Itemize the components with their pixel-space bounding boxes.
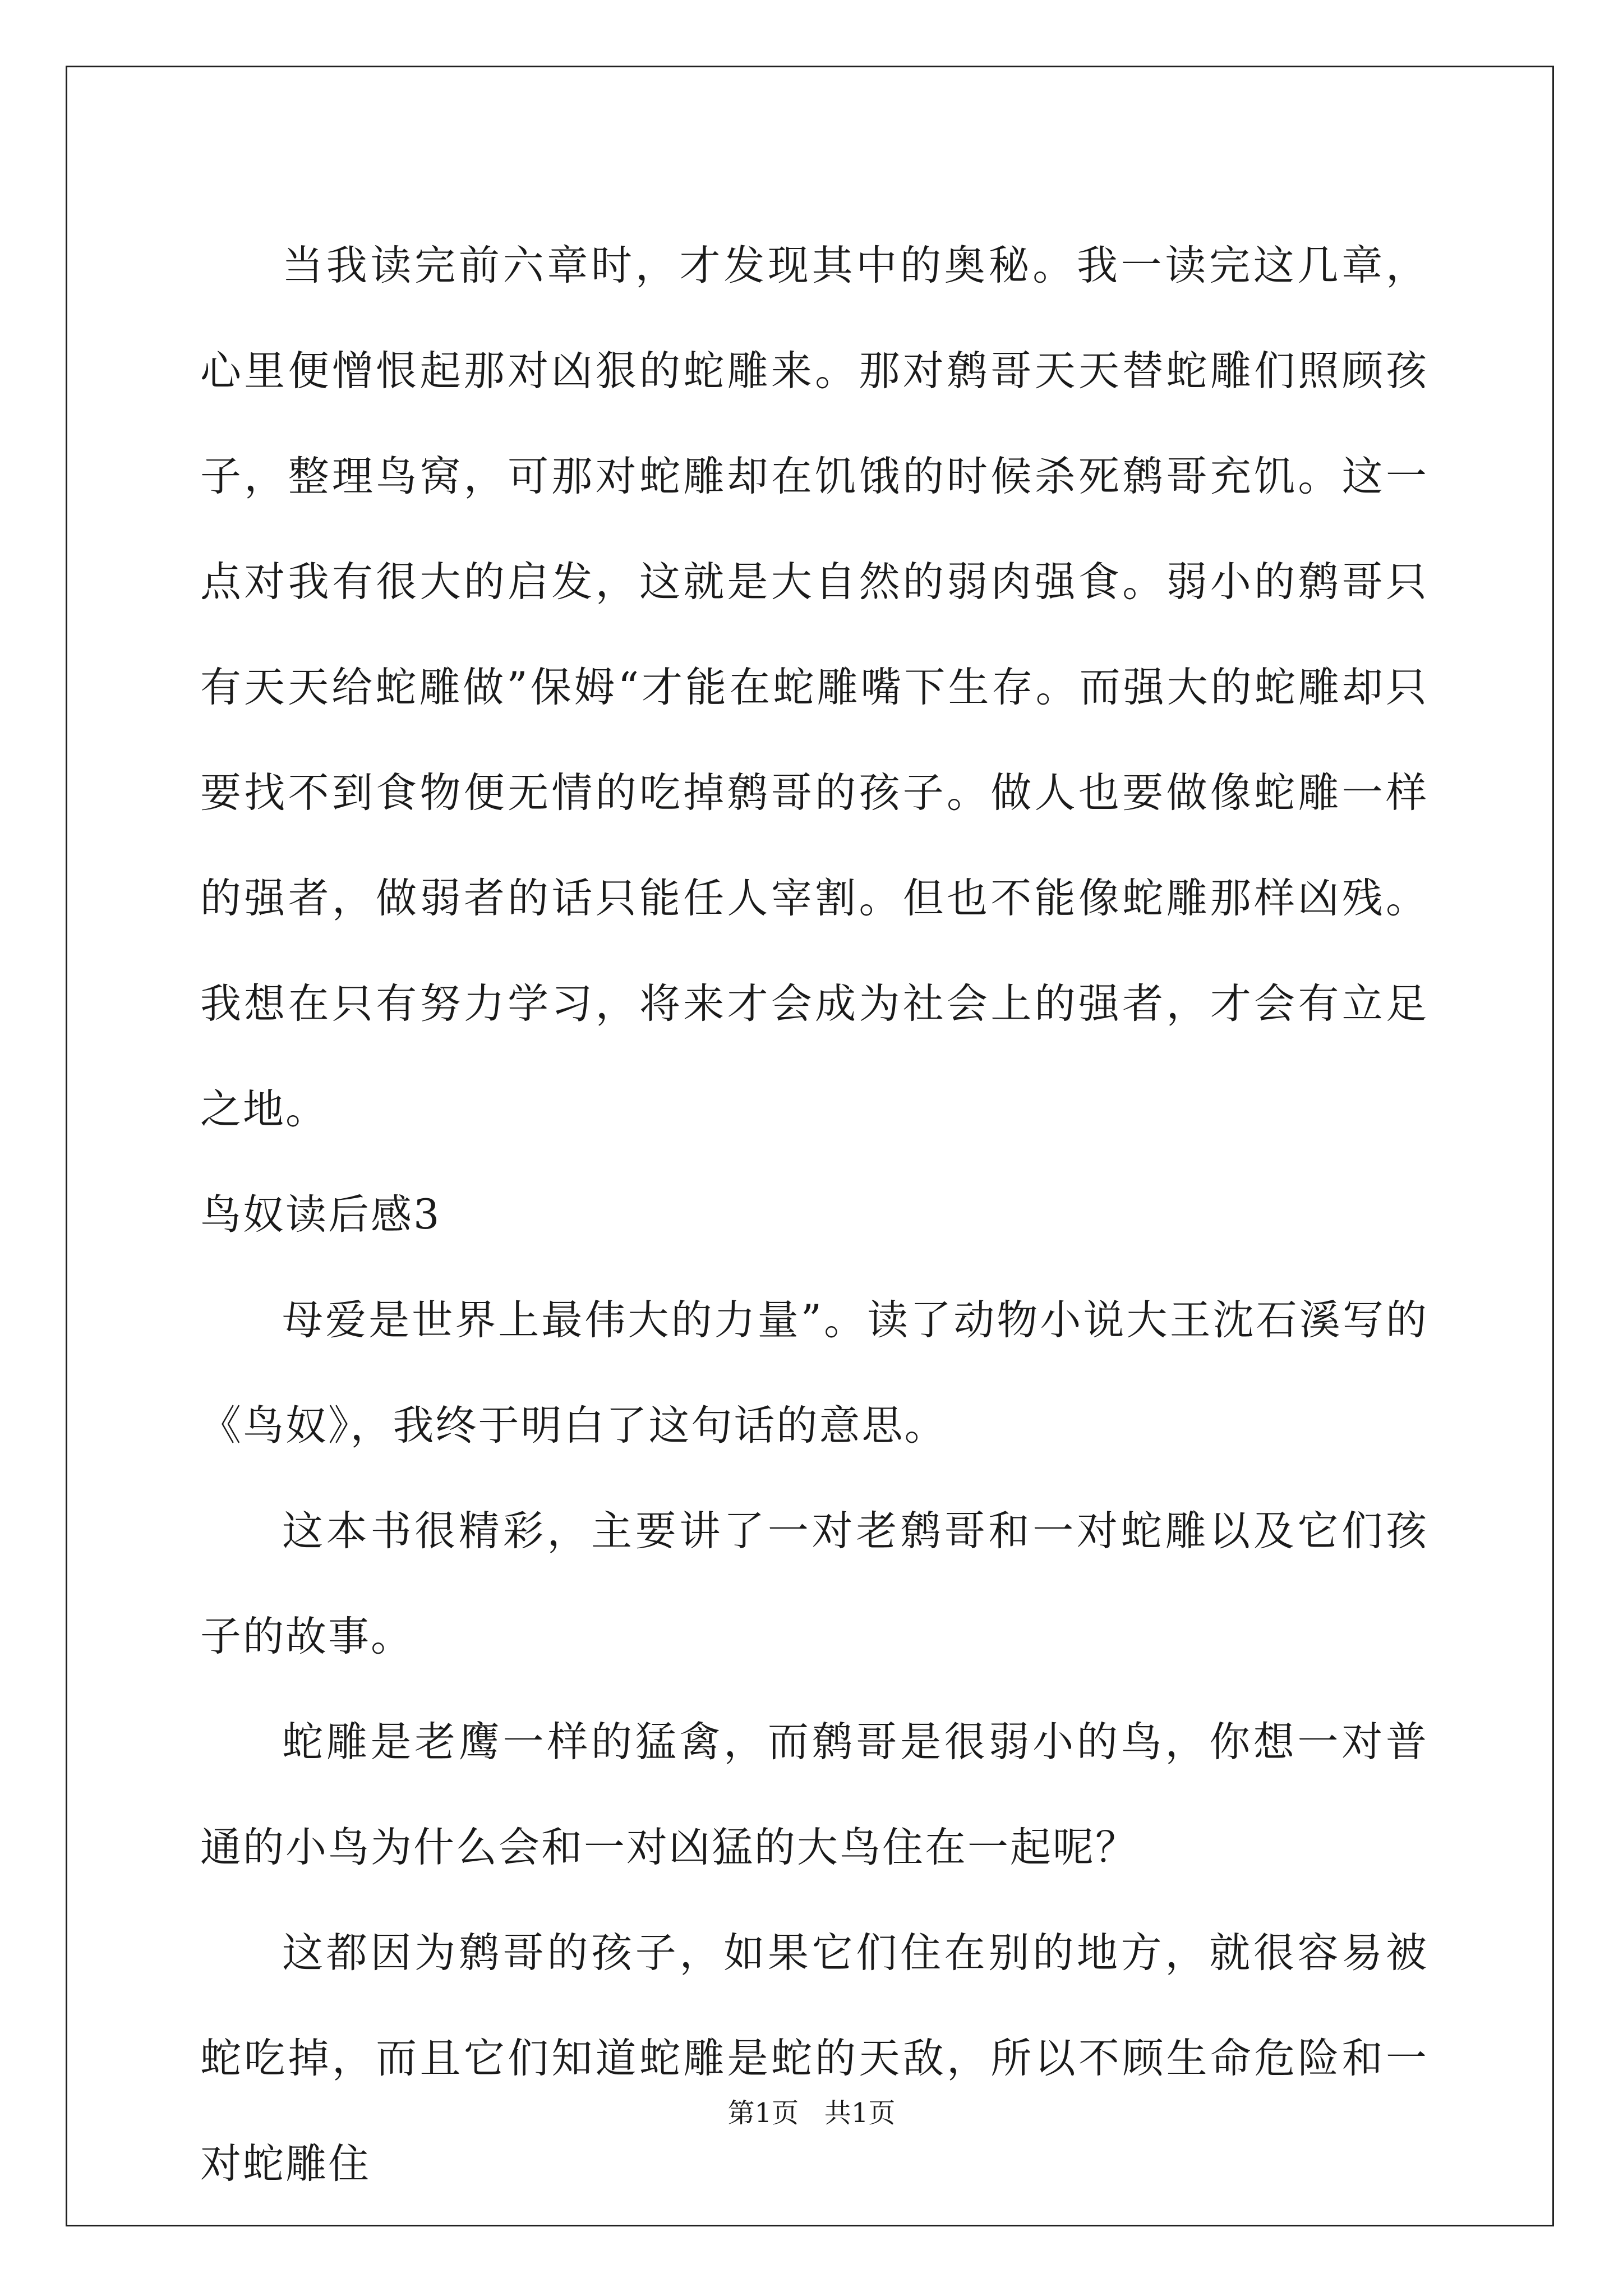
page-number: 第1页 [727,2097,799,2129]
paragraph: 蛇雕是老鹰一样的猛禽，而鹩哥是很弱小的鸟，你想一对普通的小鸟为什么会和一对凶猛的大鸟住在一起呢？ [200,1718,1428,1871]
page-footer [0,2096,1623,2130]
section-heading: 鸟奴读后感3 [200,1191,441,1239]
paragraph: 这都因为鹩哥的孩子，如果它们住在别的地方，就很容易被蛇吃掉，而且它们知道蛇雕是蛇的天敌，所以不顾生命危险和一对蛇雕住 [200,1929,1428,2188]
document-body [200,213,1428,2217]
page-total: 共1页 [824,2097,896,2129]
paragraph: 当我读完前六章时，才发现其中的奥秘。我一读完这几章，心里便憎恨起那对凶狠的蛇雕来。那对鹩哥天天替蛇雕们照顾孩子，整理鸟窝，可那对蛇雕却在饥饿的时候杀死鹩哥充饥。这一点对我有很大的启发，这就是大自然的弱肉强食。弱小的鹩哥只有天天给蛇雕做”保姆“才能在蛇雕嘴下生存。而强大的蛇雕却只要找不到食物便无情的吃掉鹩哥的孩子。做人也要做像蛇雕一样的强者，做弱者的话只能任人宰割。但也不能像蛇雕那样凶残。我想在只有努力学习，将来才会成为社会上的强者，才会有立足之地。 [200,242,1428,1133]
footer-spacer [799,2097,824,2129]
paragraph: 这本书很精彩，主要讲了一对老鹩哥和一对蛇雕以及它们孩子的故事。 [200,1507,1428,1660]
paragraph: 母爱是世界上最伟大的力量”。读了动物小说大王沈石溪写的《鸟奴》，我终于明白了这句话的意思。 [200,1296,1428,1450]
